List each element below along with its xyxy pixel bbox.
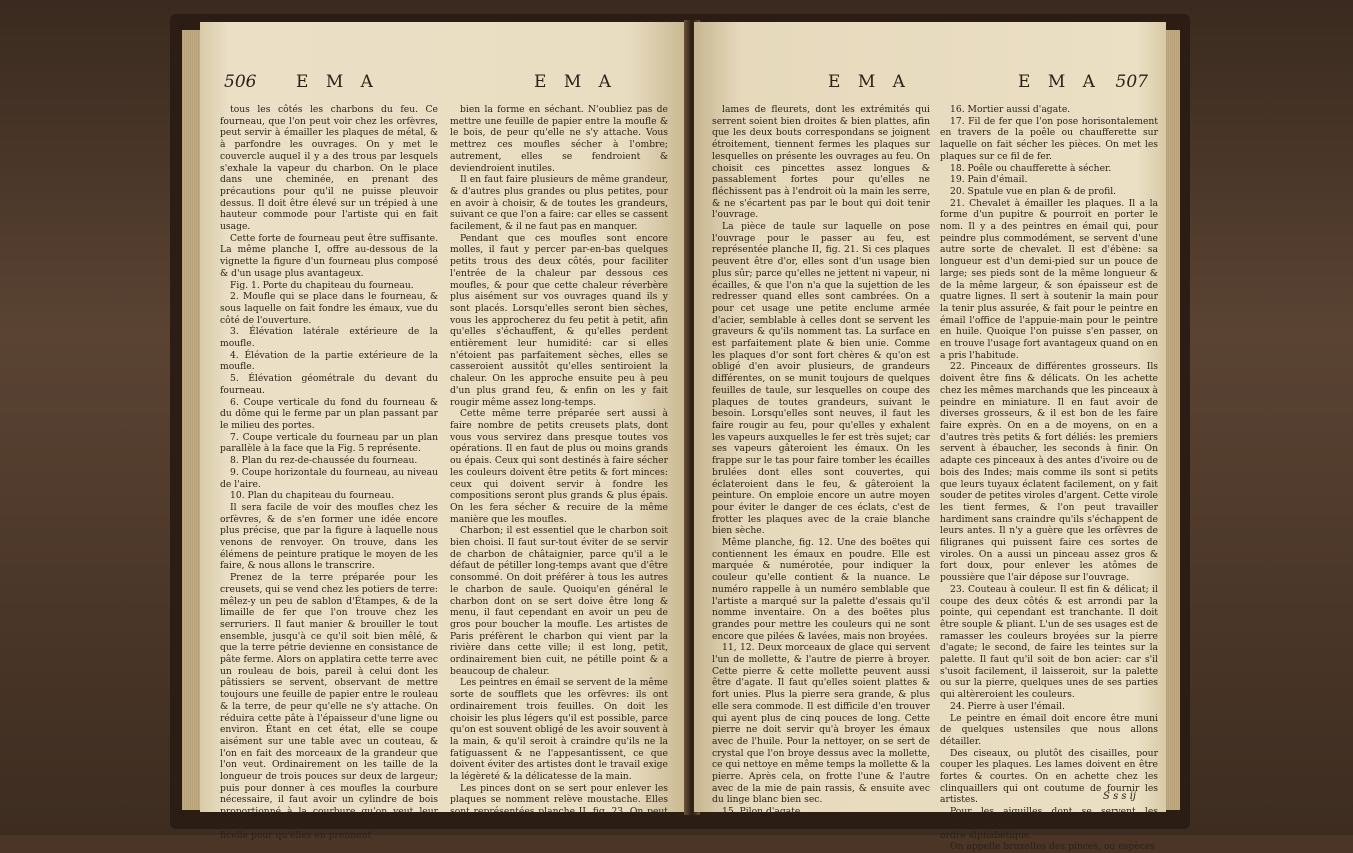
- right-page-column-2: [940, 104, 1158, 853]
- paragraph: Même planche, fig. 12. Une des boëtes qui contiennent les émaux en poudre. Elle est marquée & numérotée, pour indiquer la couleur qu'elle contient & la nuance. Le numéro rappelle à un numéro semblable que l'artiste a marqué sur la palette d'essais qu'il nomme inventaire. On a des boëtes plus grandes pour mettre les couleurs qui ne sont encore que pilées & lavées, mais non broyées.: [712, 537, 930, 642]
- paragraph: Charbon; il est essentiel que le charbon soit bien choisi. Il faut sur-tout éviter de se servir de charbon de châtaignier, parce qu'il a le défaut de pétiller long-temps avant que d'être consommé. On doit préférer à tous les autres le charbon de saule. Quoiqu'en général le charbon dont on se sert doive être long & menu, il faut cependant en avoir un peu de gros pour boucher la moufle. Les artistes de Paris préfèrent le charbon qui vient par la rivière dans cette ville; il est long, petit, ordinairement bien cuit, ne pétille point & a beaucoup de chaleur.: [450, 525, 668, 677]
- paragraph: 6. Coupe verticale du fond du fourneau & du dôme qui le ferme par un plan passant par le milieu des portes.: [220, 396, 438, 431]
- paragraph: 22. Pinceaux de différentes grosseurs. Ils doivent être fins & délicats. On les achette chez les mêmes marchands que les pinceaux à peindre en miniature. Il en faut avoir de diverses grosseurs, & il est bon de les faire faire exprès. On en a de moyens, on en a d'autres très petits & fort déliés: les premiers servent à ébaucher, les seconds à finir. On adapte ces pinceaux à des antes d'ivoire ou de bois des Indes; mais comme ils sont si petits que leurs tuyaux éclatent facilement, on y fait souder de petites viroles d'argent. Cette virole les tient fermes, & l'on peut travailler hardiment sans craindre qu'ils s'échappent de leurs antes. Il n'y a guère que les orfèvres de filigranes qui puissent faire ces sortes de viroles. On a aussi un pinceau assez gros & fort doux, pour enlever les atômes de poussière que l'air dépose sur l'ouvrage.: [940, 361, 1158, 584]
- left-running-head-2: E M A: [534, 72, 617, 92]
- paragraph: Cette même terre préparée sert aussi à faire nombre de petits creusets plats, dont vous vous servirez dans presque toutes vos opérations. Il en faut de plus ou moins grands ou épais. Ceux qui sont destinés à faire sécher les couleurs doivent être petits & fort minces: ceux qui doivent servir à fondre les compositions seront plus grands & plus épais. On les fera sécher & recuire de la même manière que les moufles.: [450, 408, 668, 525]
- paragraph: 4. Élévation de la partie extérieure de la moufle.: [220, 349, 438, 373]
- paragraph: 20. Spatule vue en plan & de profil.: [950, 185, 1117, 197]
- paragraph: 18. Poêle ou chaufferette à sécher.: [950, 162, 1112, 174]
- paragraph: 3. Élévation latérale extérieure de la moufle.: [220, 326, 438, 350]
- paragraph: On appelle bruxelles des pinces, ou espèces: [950, 841, 1156, 853]
- left-page-column-2: [450, 104, 668, 829]
- catchword: S s s ij: [1103, 791, 1136, 802]
- paragraph: 24. Pierre à user l'émail.: [950, 700, 1065, 712]
- paragraph: La pièce de taule sur laquelle on pose l'ouvrage pour le passer au feu, est représentée planche II, fig. 21. Si ces plaques peuvent être d'or, elles sont d'un usage bien plus sûr; parce qu'elles ne jettent ni vapeur, ni écailles, & que l'on n'a que la sujettion de les redresser quand elles sont cambrées. On a pour cet usage une petite enclume armée d'acier, semblable à celles dont se servent les graveurs & qu'ils nomment tas. La surface en est parfaitement plate & bien unie. Comme les plaques d'or sont fort chères & qu'on est obligé d'en avoir plusieurs, de grandeurs différentes, on se munit toujours de quelques feuilles de taule, sur lesquelles on coupe des plaques de toutes grandeurs, suivant le besoin. Lorsqu'elles sont neuves, il faut les faire rougir au feu, pour qu'elles y exhalent les vapeurs auxquelles le fer est très sujet; car ses vapeurs gâteroient les émaux. On les frappe sur le tas pour faire tomber les écailles brulées dont elles sont couvertes, qui éclateroient dans le feu, & gâteroient la peinture. On emploie encore un autre moyen pour éviter le danger de ces éclats, c'est de frotter les plaques avec de la craie blanche bien sèche.: [712, 221, 930, 537]
- right-running-head-1: E M A: [828, 72, 911, 92]
- paragraph: 9. Coupe horizontale du fourneau, au niveau de l'aire.: [220, 466, 438, 490]
- right-running-head-2: E M A: [1018, 72, 1101, 92]
- paragraph: 5. Élévation géométrale du devant du fourneau.: [220, 373, 438, 396]
- paragraph: 11, 12. Deux morceaux de glace qui servent l'un de mollette, & l'autre de pierre à broyer. Cette pierre & cette mollette peuvent aussi être d'agate. Il faut qu'elles soient plattes & fort unies. Plus la pierre sera grande, & plus elle sera commode. Il est difficile d'en trouver qui ayent plus de cinq pouces de long. Cette pierre ne doit servir qu'à broyer les émaux avec de l'huile. Pour la nettoyer, on se sert de crystal que l'on broye dessus avec la mollette, ce qui nettoye en même temps la mollette & la pierre. Après cela, on frotte l'une & l'autre avec de la mie de pain rassis, & ensuite avec du linge blanc bien sec.: [712, 642, 930, 806]
- paragraph: tous les côtés les charbons du feu. Ce fourneau, que l'on peut voir chez les orfèvres, peut servir à émailler les plaques de métal, & à parfondre les ouvrages. On y met le couvercle auquel il y a des trous par lesquels s'exhale la vapeur du charbon. On le place dans une cheminée, en prenant des précautions pour qu'il ne puisse pleuvoir dessus. Il doit être élevé sur un trépied à une hauteur commode pour l'artiste qui en fait usage.: [220, 104, 438, 233]
- paragraph: Cette forte de fourneau peut être suffisante. La même planche I, offre au-dessous de la vignette la figure d'un fourneau plus composé & d'un usage plus avantageux.: [220, 232, 438, 279]
- paragraph: Prenez de la terre préparée pour les creusets, qui se vend chez les potiers de terre: mêlez-y un peu de sablon d'Étampes, & de la limaille de fer que l'on trouve chez les serruriers. Il faut manier & brouiller le tout ensemble, jusqu'à ce qu'il soit bien mêlé, & que la terre pétrie devienne en consistance de pâte ferme. Alors on applatira cette terre avec un rouleau de bois, pareil à celui dont les pâtissiers se servent, observant de mettre toujours une feuille de papier entre le rouleau & la terre, de peur qu'elle ne s'y attache. On réduira cette pâte à l'épaisseur d'une ligne ou environ. Étant en cet état, elle se coupe aisément sur une table avec un couteau, & l'on en fait des morceaux de la grandeur que l'on veut. Ordinairement on les taille de la longueur de trois pouces sur deux de largeur; puis pour donner à ces moufles la courbure nécessaire, il faut avoir un cylindre de bois proportionné à la courbure qu'on veut leur donner, & les lier sur ce cylindre avec de la ficelle pour qu'elles en prennent: [220, 572, 438, 841]
- paragraph: 8. Plan du rez-de-chaussée du fourneau.: [230, 455, 418, 467]
- paragraph: 17. Fil de fer que l'on pose horisontalement en travers de la poêle ou chaufferette sur laquelle on fait sécher les pièces. On met les plaques sur ce fil de fer.: [940, 115, 1158, 162]
- left-page-number: 506: [224, 72, 257, 92]
- paragraph: Les peintres en émail se servent de la même sorte de soufflets que les orfèvres: ils ont ordinairement trois feuilles. On doit les choisir les plus légers qu'il est possible, parce qu'on est souvent obligé de les avoir souvent à la main, & qu'il seroit à craindre qu'ils ne la fatiguassent & ne l'appesantissent, ce que doivent éviter des artistes dont le travail exige la légèreté & la délicatesse de la main.: [450, 677, 668, 783]
- left-page-edges: [182, 30, 202, 810]
- paragraph: Fig. 1. Porte du chapiteau du fourneau.: [230, 279, 414, 291]
- right-page-column-1: [712, 104, 930, 818]
- left-running-head-1: E M A: [296, 72, 379, 92]
- paragraph: 7. Coupe verticale du fourneau par un plan parallèle à la face que la Fig. 5 représente.: [220, 431, 438, 455]
- paragraph: bien la forme en séchant. N'oubliez pas de mettre une feuille de papier entre la moufle & le bois, de peur qu'elle ne s'y attache. Vous mettrez ces moufles sécher à l'ombre; autrement, elles se fendroient & deviendroient inutiles.: [450, 104, 668, 174]
- right-page: [694, 22, 1166, 853]
- right-page-edges: [1164, 30, 1180, 810]
- paragraph: Il en faut faire plusieurs de même grandeur, & d'autres plus grandes ou plus petites, pour en avoir à choisir, & de toutes les grandeurs, suivant ce que l'on a faire: car elles se cassent facilement, & il ne faut pas en manquer.: [450, 174, 668, 233]
- paragraph: Les pinces dont on se sert pour enlever les plaques se nomment relève moustache. Elles sont représentées planche II, fig. 23. On peut aussi se servir d'espèces de pincettes faites de: [450, 782, 668, 829]
- right-page-header: [718, 72, 1148, 98]
- paragraph: Pendant que ces moufles sont encore molles, il faut y percer par-en-bas quelques petits trous des deux côtés, pour faciliter l'entrée de la chaleur par dessous ces moufles, & pour que cette chaleur réverbère plus aisément sur vos ouvrages quand ils y sont placés. Lorsqu'elles seront bien sèches, vous les approcherez du feu petit à petit, afin qu'elles s'échauffent, & qu'elles perdent entièrement leur humidité: car si elles n'étoient pas parfaitement sèches, elles se casseroient aussitôt qu'elles sentiroient la chaleur. On les approche ensuite peu à peu d'un plus grand feu, & enfin on les y fait rougir même assez long-temps.: [450, 232, 668, 408]
- paragraph: 21. Chevalet à émailler les plaques. Il a la forme d'un pupitre & pourroit en porter le nom. Il y a des peintres en émail qui, pour peindre plus commodément, se servent d'une autre sorte de chevalet. Il est d'ébène: sa longueur est d'un demi-pied sur un pouce de large; ses pieds sont de la même longueur & de la même largeur, & son épaisseur est de quatre lignes. Il sert à soutenir la main pour la tenir plus assurée, & fait pour le peintre en émail l'office de l'appuie-main pour le peintre en huile. Quoique l'on puisse s'en passer, on en trouve l'usage fort avantageux quand on en a pris l'habitude.: [940, 197, 1158, 361]
- paragraph: 2. Moufle qui se place dans le fourneau, & sous laquelle on fait fondre les émaux, vue du côté de l'ouverture.: [220, 291, 438, 326]
- paragraph: 10. Plan du chapiteau du fourneau.: [230, 490, 395, 502]
- paragraph: Il sera facile de voir des moufles chez les orfèvres, & de s'en former une idée encore plus précise, que par la figure à laquelle nous venons de renvoyer. On trouve, dans les élémens de peinture pratique le moyen de les faire, & nous allons le transcrire.: [220, 501, 438, 572]
- left-page: [200, 22, 686, 841]
- paragraph: lames de fleurets, dont les extrémités qui serrent soient bien droites & bien plattes, afin que les deux bouts correspondans se joignent étroitement, tiennent fermes les plaques sur lesquelles on présente les ouvrages au feu. On choisit ces pincettes assez longues & passablement fortes pour qu'elles ne fléchissent pas à l'endroit où la main les serre, & ne s'écartent pas par le bout qui doit tenir l'ouvrage.: [712, 104, 930, 221]
- paragraph: Pour les aiguilles dont se servent les peintres en émail, voyez le mot Aiguille à son ordre alphabétique.: [940, 806, 1158, 841]
- paragraph: 16. Mortier aussi d'agate.: [950, 104, 1071, 115]
- paragraph: Des ciseaux, ou plutôt des cisailles, pour couper les plaques. Les lames doivent en être fortes & courtes. On en achette chez les clinquaillers qui ont coutume de fournir les artistes.: [940, 747, 1158, 806]
- left-page-column-1: [220, 104, 438, 841]
- paragraph: 23. Couteau à couleur. Il est fin & délicat; il coupe des deux côtés & est arrondi par la pointe, qui cependant est tranchante. Il doit être souple & pliant. L'un de ses usages est de ramasser les couleurs broyées sur la pierre d'agate; le second, de faire les teintes sur la palette. Il faut qu'il soit de bon acier: car s'il s'usoit facilement, il laisseroit, sur la palette ou sur la pierre, quelques unes de ses parties qui altèreroient les couleurs.: [940, 583, 1158, 701]
- paragraph: Le peintre en émail doit encore être muni de quelques ustensiles que nous allons détailler.: [940, 712, 1158, 747]
- paragraph: 19. Pain d'émail.: [950, 174, 1028, 186]
- left-page-header: [224, 72, 668, 98]
- right-page-number: 507: [1115, 72, 1148, 92]
- paragraph: 15. Pilon d'agate.: [722, 806, 804, 818]
